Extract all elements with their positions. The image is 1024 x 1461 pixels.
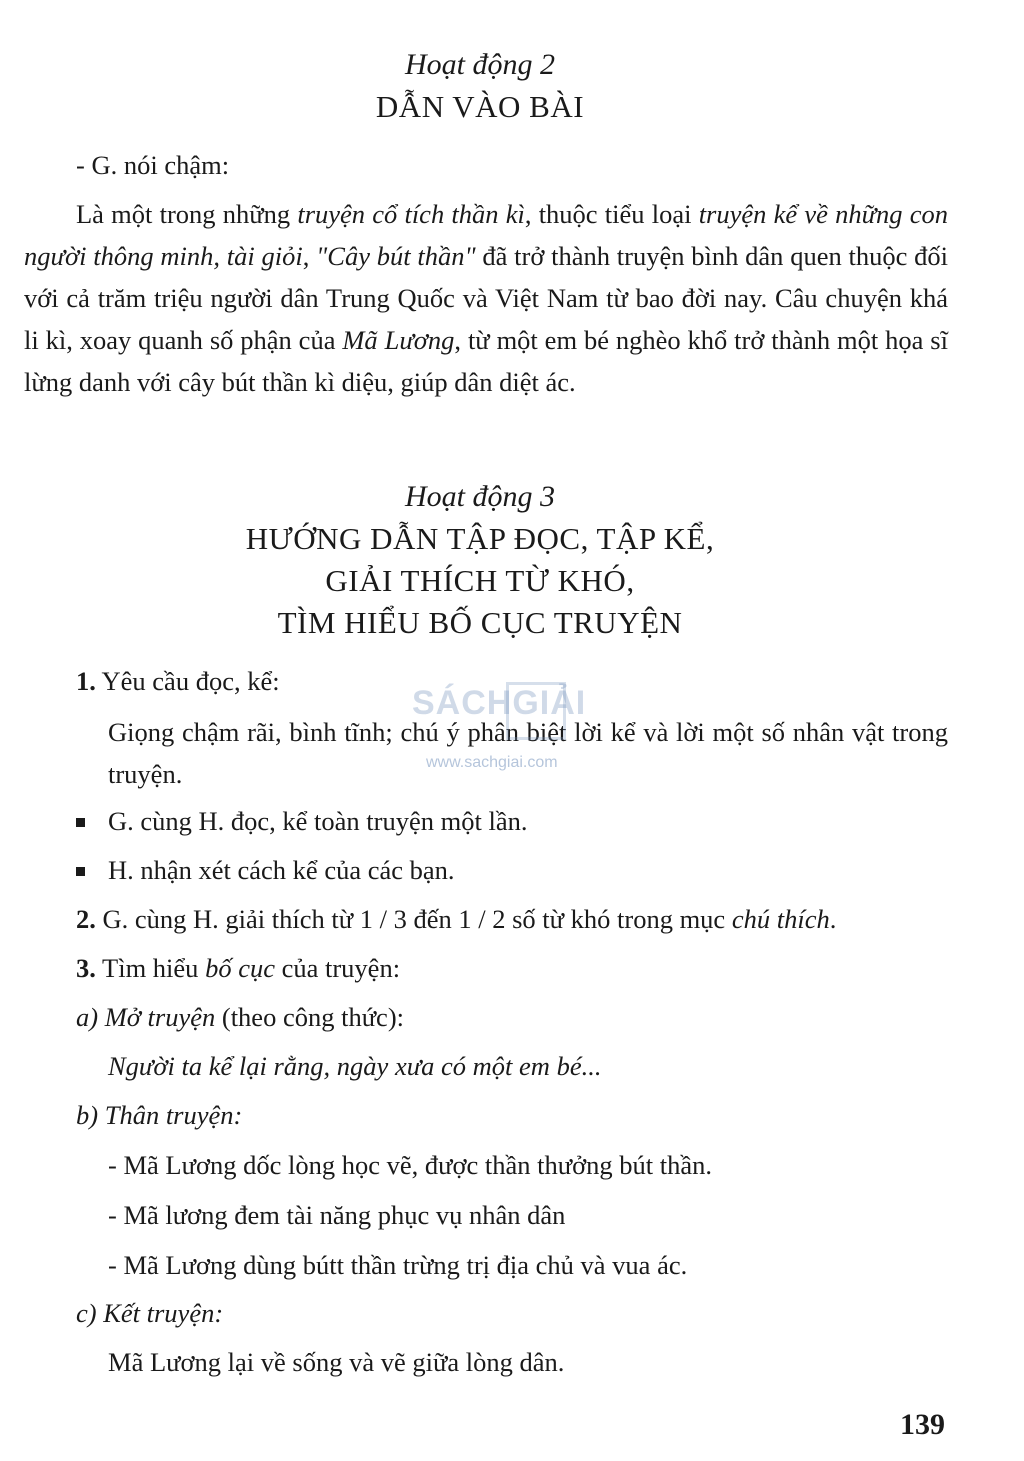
part-a-heading: a) Mở truyện (theo công thức): [76,1002,405,1032]
part-a-quote: Người ta kể lại rằng, ngày xưa có một em bé... [108,1051,602,1081]
part-b-item-3: - Mã Lương dùng bútt thần trừng trị địa chủ và vua ác. [108,1250,688,1280]
part-b-item-1: - Mã Lương dốc lòng học vẽ, được thần thưởng bút thần. [108,1150,712,1180]
watermark-brand: SÁCHGIẢI [412,684,587,722]
term-fairy-tale: truyện cổ tích thần kì [297,199,525,229]
page-number: 139 [900,1408,945,1441]
item-3: 3. Tìm hiểu bố cục của truyện: [76,953,401,983]
activity-2-label: Hoạt động 2 [405,48,555,81]
part-c-heading: c) Kết truyện: [76,1298,224,1328]
intro-paragraph: Là một trong những truyện cổ tích thần kì, thuộc tiểu loại truyện kể về những con người thông minh, tài giỏi, "Cây bút thần" đã trở thành truyện bình dân quen thuộc đối với cả trăm triệu người dân Trung Quốc và Việt Nam từ bao đời nay. Câu chuyện khá li kì, xoay quanh số phận của Mã Lương, từ một em bé nghèo khổ trở thành một họa sĩ lừng danh với cây bút thần kì diệu, giúp dân diệt ác. [24,199,948,397]
story-title: "Cây bút thần" [316,241,476,271]
character-name: Mã Lương [342,325,455,355]
bullet-marker [76,818,85,827]
item-1-detail: Giọng chậm rãi, bình tĩnh; chú ý phân biệt lời kể và lời một số nhân vật trong truyện. [108,717,948,789]
part-c-text: Mã Lương lại về sống và vẽ giữa lòng dân. [108,1347,565,1377]
activity-3-title-line-2: GIẢI THÍCH TỪ KHÓ, [325,563,635,598]
part-b-item-2: - Mã lương đem tài năng phục vụ nhân dân [108,1200,566,1230]
activity-3-label: Hoạt động 3 [405,480,555,513]
bullet-marker [76,867,85,876]
bullet-item-2: H. nhận xét cách kể của các bạn. [108,855,455,885]
watermark-url: www.sachgiai.com [426,754,558,771]
item-1: 1. Yêu cầu đọc, kể: [76,666,280,696]
teacher-instruction: - G. nói chậm: [76,150,230,180]
item-2: 2. G. cùng H. giải thích từ 1 / 3 đến 1 / 2 số từ khó trong mục chú thích. [76,904,837,934]
part-b-heading: b) Thân truyện: [76,1100,243,1130]
bullet-item-1: G. cùng H. đọc, kể toàn truyện một lần. [108,806,528,836]
activity-3-title-line-3: TÌM HIỂU BỐ CỤC TRUYỆN [277,605,683,640]
term-subgenre: truyện kể về những con người thông minh, tài giỏi [24,199,948,271]
activity-2-title: DẪN VÀO BÀI [375,89,585,124]
activity-3-title-line-1: HƯỚNG DẪN TẬP ĐỌC, TẬP KỂ, [245,521,715,556]
